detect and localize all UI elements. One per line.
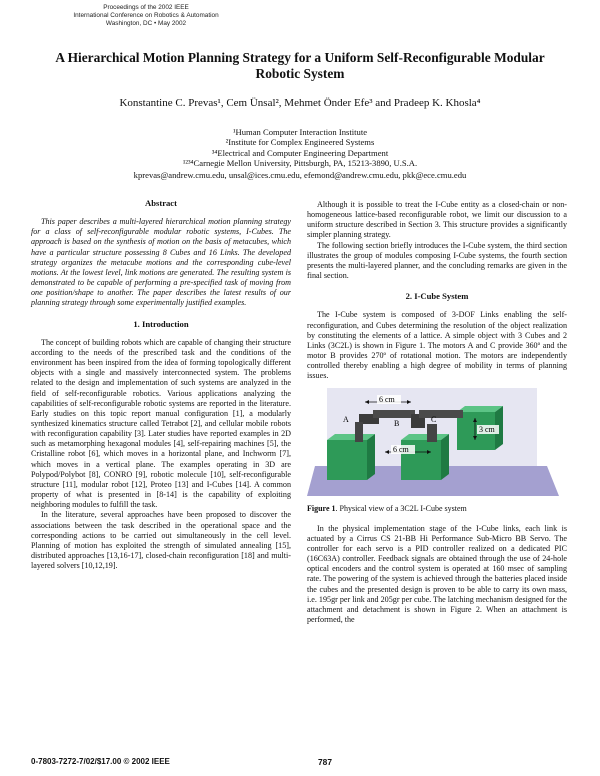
paragraph: The concept of building robots which are capable of changing their structure according to the needs of the prescribed task and the conditions of the environment has been inspired from the idea of forming topologically different objects with a single and massively interconnected system. The problems related to the design and implementation of such systems are analyzed in the field of self-reconfigurable robotics. Various applications analyzing the capabilities of self-reconfigurable robotic systems are reported in the literature. Early studies on this topic report manual configuration [1], a modularly synthesized kinematics structure called Tetrabot [2], and cellular mobile robots with reconfiguration capability [3]. Later studies have reported examples in 2D such as metamorphing hexagonal modules [4], self-repairing machines [5], the Cristalline robot [6], which moves in a horizontal plane, and Inchworm [7], which moves in a vertical plane. The examples operating in 3D are Polypod/Polybot [8], CONRO [9], robotic molecule [10], self-reconfigurable structure [11], modular robot [12], Proteo [13] and I-Cubes [14]. A common property of what is presented in [8-14] is the capability of exploiting neighboring modules to fulfill the task. bbox=[31, 337, 291, 510]
icube-illustration bbox=[307, 388, 567, 498]
affiliation-line: ³⁴Electrical and Computer Engineering Department bbox=[211, 147, 389, 158]
motor-label-a: A bbox=[343, 414, 349, 424]
affiliation-line: ²Institute for Complex Engineered Systems bbox=[225, 137, 375, 148]
paragraph: In the literature, several approaches have been proposed to discover the associations between the task described in the operational space and the corresponding actions to be carried out simultaneously in the cell level. Planning of motion has exploited the strength of simulated annealing [15], distributed approaches [13,16-17], closed-chain reconfiguration [18] and multi-layered solvers [10,12,19]. bbox=[31, 510, 291, 571]
proceedings-header bbox=[46, 4, 246, 28]
affiliations bbox=[20, 127, 580, 180]
motor-label-c: C bbox=[431, 414, 437, 424]
dimension-label-top: 6 cm bbox=[379, 394, 395, 404]
dimension-label-middle: 6 cm bbox=[393, 444, 409, 454]
figure-1-icube-photo bbox=[307, 388, 567, 498]
author-list: Konstantine C. Prevas¹, Cem Ünsal², Mehmet Önder Efe³ and Pradeep K. Khosla⁴ bbox=[119, 97, 481, 109]
affiliation-line: ¹Human Computer Interaction Institute bbox=[232, 127, 368, 137]
abstract-section bbox=[31, 217, 291, 308]
dimension-label-right: 3 cm bbox=[479, 424, 495, 434]
author-emails: kprevas@andrew.cmu.edu, unsal@ices.cmu.edu, efemond@andrew.cmu.edu, pkk@ece.cmu.edu bbox=[133, 169, 467, 180]
caption-label: Figure 1 bbox=[307, 503, 336, 513]
paragraph: Although it is possible to treat the I-Cube entity as a closed-chain or non-homogeneous lattice-based reconfigurable robot, we limit our discussion to a uniform structure described in Section 3. This structure provides a significantly simpler planning strategy. bbox=[307, 200, 567, 240]
proceedings-line: Proceedings of the 2002 IEEE bbox=[103, 4, 189, 11]
left-column bbox=[31, 198, 291, 571]
cube-middle bbox=[401, 434, 449, 480]
caption-text: . Physical view of a 3C2L I-Cube system bbox=[335, 503, 467, 513]
proceedings-line: Washington, DC • May 2002 bbox=[105, 20, 187, 27]
abstract-text: This paper describes a multi-layered hierarchical motion planning strategy for a class of self-reconfigurable modular robotic systems, I-Cubes. The approach is based on the synthesis of motion on the basis of metacubes, which have a particular structure possessing 8 Cubes and 16 Links. The developed strategy organizes the metacube motions and the corresponding cube-level motions. At the lowest level, link motions are generated. The resulting system is demonstrated to be capable of performing a pre-specified task of moving from one position/shape to another. The paper describes the latest results of our planning strategy through some experimentally justified examples. bbox=[31, 217, 291, 308]
copyright-footer: 0-7803-7272-7/02/$17.00 © 2002 IEEE bbox=[31, 757, 170, 766]
paragraph: The I-Cube system is composed of 3-DOF Links enabling the self-reconfiguration, and Cubes determining the resolution of the object realization by constituting the elements of a lattice. A simple object with 3 Cubes and 2 Links (3C2L) is shown in Figure 1. The motors A and C provide 360º and the motor B provides 270º of rotational motion. The motors are independently controlled thereby enabling a high degree of mobility in terms of planning issues. bbox=[307, 310, 567, 381]
abstract-heading: Abstract bbox=[145, 198, 177, 208]
proceedings-line: International Conference on Robotics & Automation bbox=[73, 12, 219, 19]
figure-1-caption bbox=[307, 504, 567, 514]
motor-label-b: B bbox=[394, 418, 400, 428]
paper-title: A Hierarchical Motion Planning Strategy for a Uniform Self-Reconfigurable Modular Robotic System bbox=[55, 50, 545, 81]
section-heading-icube-system: 2. I-Cube System bbox=[405, 291, 469, 302]
page-number: 787 bbox=[318, 757, 332, 767]
cube-left bbox=[327, 434, 375, 480]
right-column bbox=[307, 200, 567, 625]
section-heading-introduction: 1. Introduction bbox=[133, 318, 189, 329]
paragraph: The following section briefly introduces the I-Cube system, the third section illustrates the group of modules composing I-Cube systems, the fourth section presents the multi-layered planner, and the concluding remarks are given in the final section. bbox=[307, 240, 567, 281]
affiliation-line: ¹²³⁴Carnegie Mellon University, Pittsburgh, PA, 15213-3890, U.S.A. bbox=[182, 158, 418, 169]
paragraph: In the physical implementation stage of the I-Cube links, each link is actuated by a Cirrus CS 21-BB Hi Performance Sub-Micro BB Servo. The controller for each servo is a PID controller realized on a dedicated PIC (16C63A) controller. Feedback signals are obtained through the use of 24-hole optical encoders and the control system is operated at 160 msec of sampling rate. The powering of the system is achieved through the batteries placed inside the cubes and the presented design is proven to be able to carry its own mass, i.e. 195gr per link and 205gr per cube. The latching mechanism designed for the attachment and detachment is shown in Figure 2. When an attachment is performed, the bbox=[307, 523, 567, 625]
